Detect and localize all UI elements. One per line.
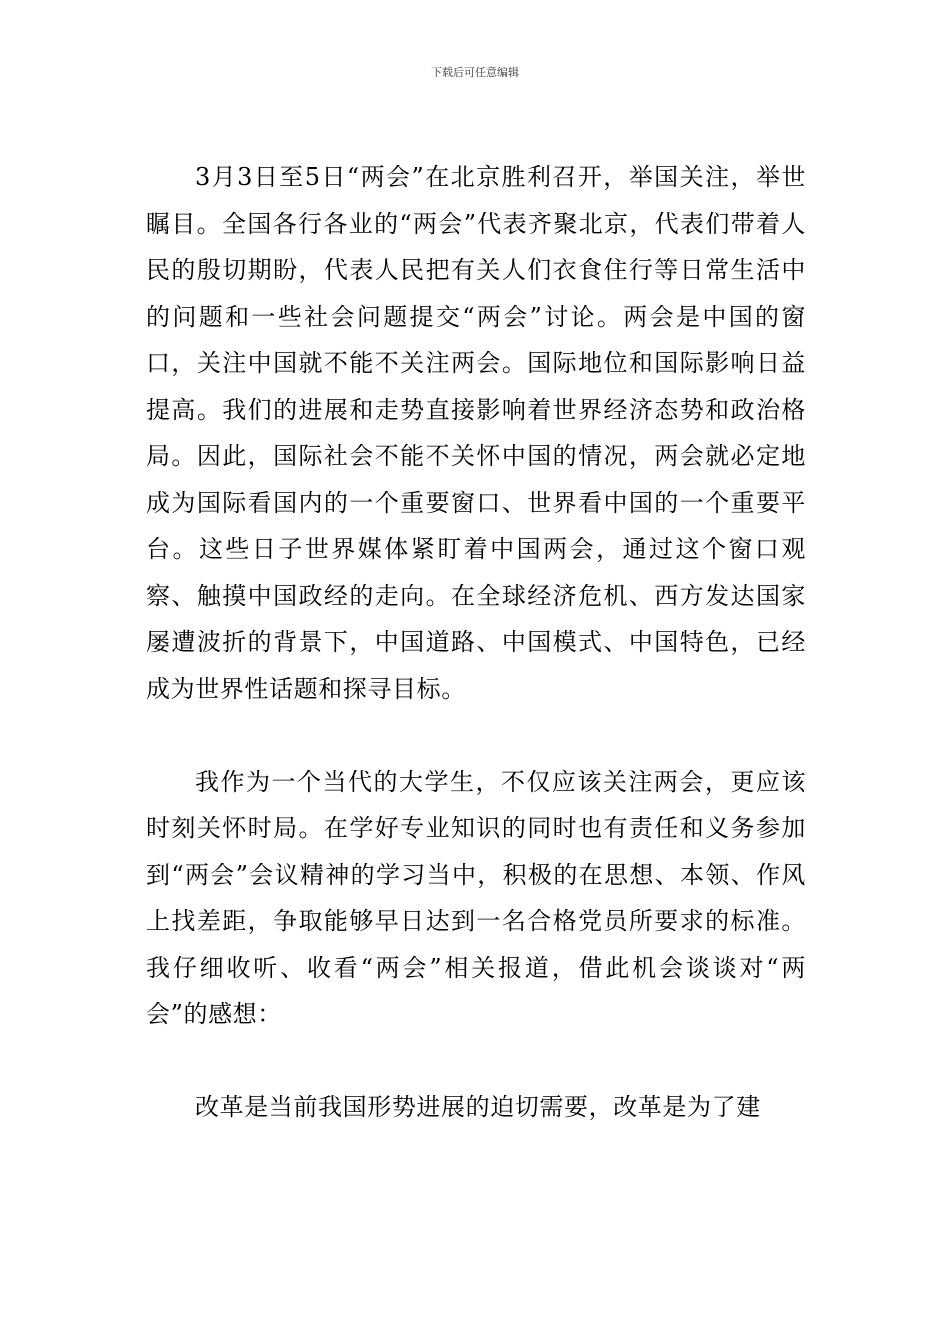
paragraph-2: 我作为一个当代的大学生，不仅应该关注两会，更应该时刻关怀时局。在学好专业知识的同时也有责任和义务参加到“两会”会议精神的学习当中，积极的在思想、本领、作风上找差距，争取能够早日达到一名合格党员所要求的标准。我仔细收听、收看“两会”相关报道，借此机会谈谈对“两会”的感想： [146,767,806,1028]
page-header-note: 下载后可任意编辑 [431,66,519,79]
paragraph-3: 改革是当前我国形势进展的迫切需要，改革是为了建 [195,1093,761,1121]
document-body [146,154,806,1131]
paragraph-1: 3月3日至5日“两会”在北京胜利召开，举国关注，举世瞩目。全国各行各业的“两会”代表齐聚北京，代表们带着人民的殷切期盼，代表人民把有关人们衣食住行等日常生活中的问题和一些社会问题提交“两会”讨论。两会是中国的窗口，关注中国就不能不关注两会。国际地位和国际影响日益提高。我们的进展和走势直接影响着世界经济态势和政治格局。因此，国际社会不能不关怀中国的情况，两会就必定地成为国际看国内的一个重要窗口、世界看中国的一个重要平台。这些日子世界媒体紧盯着中国两会，通过这个窗口观察、触摸中国政经的走向。在全球经济危机、西方发达国家屡遭波折的背景下，中国道路、中国模式、中国特色，已经成为世界性话题和探寻目标。 [146,163,806,703]
